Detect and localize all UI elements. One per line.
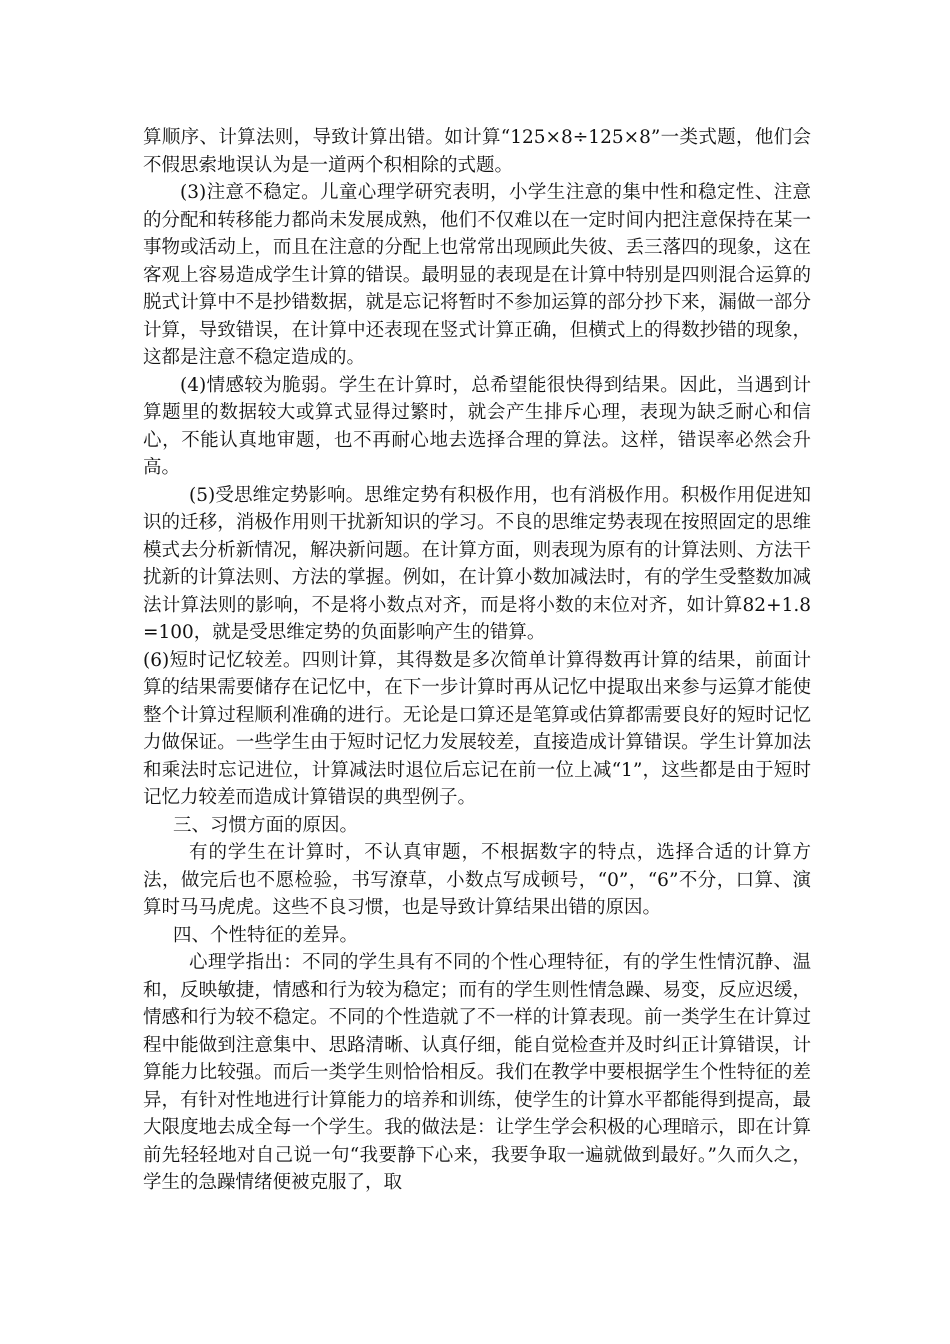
paragraph-emotion: (4)情感较为脆弱。学生在计算时，总希望能很快得到结果。因此，当遇到计算题里的数据较大或算式显得过繁时，就会产生排斥心理，表现为缺乏耐心和信心，不能认真地审题，也不再耐心地去选择合理的算法。这样，错误率必然会升高。 bbox=[143, 374, 811, 478]
document-page bbox=[143, 124, 811, 1197]
section-heading-habits: 三、习惯方面的原因。 bbox=[173, 814, 359, 836]
paragraph-short-term-memory: (6)短时记忆较差。四则计算，其得数是多次简单计算得数再计算的结果，前面计算的结果需要储存在记忆中，在下一步计算时再从记忆中提取出来参与运算才能使整个计算过程顺利准确的进行。无论是口算还是笔算或估算都需要良好的短时记忆力做保证。一些学生由于短时记忆力发展较差，直接造成计算错误。学生计算加法和乘法时忘记进位，计算减法时退位后忘记在前一位上减“1”，这些都是由于短时记忆力较差而造成计算错误的典型例子。 bbox=[143, 649, 811, 808]
paragraph-habits: 有的学生在计算时，不认真审题，不根据数字的特点，选择合适的计算方法，做完后也不愿检验，书写潦草，小数点写成顿号，“0”，“6”不分，口算、演算时马马虎虎。这些不良习惯，也是导致计算结果出错的原因。 bbox=[143, 842, 811, 918]
paragraph-attention: (3)注意不稳定。儿童心理学研究表明，小学生注意的集中性和稳定性、注意的分配和转移能力都尚未发展成熟，他们不仅难以在一定时间内把注意保持在某一事物或活动上，而且在注意的分配上也常常出现顾此失彼、丢三落四的现象，这在客观上容易造成学生计算的错误。最明显的表现是在计算中特别是四则混合运算的脱式计算中不是抄错数据，就是忘记将暂时不参加运算的部分抄下来，漏做一部分计算，导致错误，在计算中还表现在竖式计算正确，但横式上的得数抄错的现象，这都是注意不稳定造成的。 bbox=[143, 182, 811, 368]
paragraph-continuation: 算顺序、计算法则，导致计算出错。如计算“125×8÷125×8”一类式题，他们会不假思索地误认为是一道两个积相除的式题。 bbox=[143, 127, 811, 176]
paragraph-mindset: (5)受思维定势影响。思维定势有积极作用，也有消极作用。积极作用促进知识的迁移，消极作用则干扰新知识的学习。不良的思维定势表现在按照固定的思维模式去分析新情况，解决新问题。在计算方面，则表现为原有的计算法则、方法干扰新的计算法则、方法的掌握。例如，在计算小数加减法时，有的学生受整数加减法计算法则的影响，不是将小数点对齐，而是将小数的末位对齐，如计算82+1.8=100，就是受思维定势的负面影响产生的错算。 bbox=[143, 484, 811, 643]
paragraph-personality: 心理学指出：不同的学生具有不同的个性心理特征，有的学生性情沉静、温和，反映敏捷，情感和行为较为稳定；而有的学生则性情急躁、易变，反应迟缓，情感和行为较不稳定。不同的个性造就了不一样的计算表现。前一类学生在计算过程中能做到注意集中、思路清晰、认真仔细，能自觉检查并及时纠正计算错误，计算能力比较强。而后一类学生则恰恰相反。我们在教学中要根据学生个性特征的差异，有针对性地进行计算能力的培养和训练，使学生的计算水平都能得到提高，最大限度地去成全每一个学生。我的做法是：让学生学会积极的心理暗示，即在计算前先轻轻地对自己说一句“我要静下心来，我要争取一遍就做到最好。”久而久之，学生的急躁情绪便被克服了，取 bbox=[143, 952, 811, 1193]
section-heading-personality: 四、个性特征的差异。 bbox=[173, 924, 359, 946]
